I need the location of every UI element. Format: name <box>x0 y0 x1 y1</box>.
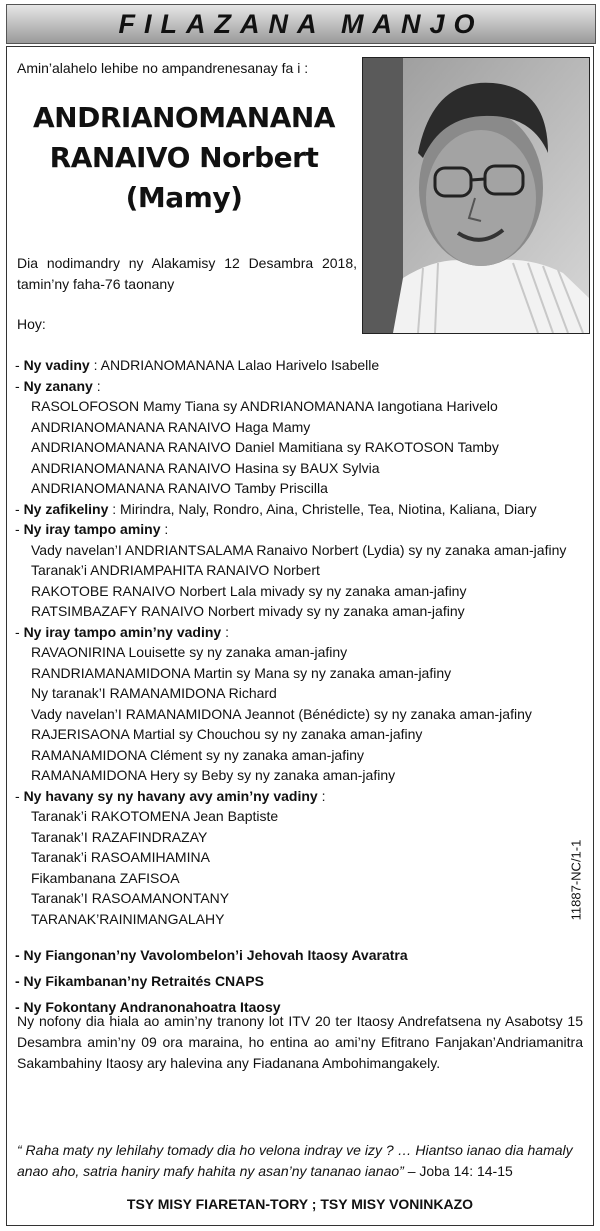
group-label: Ny vadiny <box>23 357 90 373</box>
intro-text: Amin’alahelo lehibe no ampandrenesanay fa i : <box>17 60 309 76</box>
list-item: RAVAONIRINA Louisette sy ny zanaka aman-jafiny <box>31 644 348 660</box>
funeral-paragraph: Ny nofony dia hiala ao amin’ny tranony lot ITV 20 ter Itaosy Andrefatsena ny Asabotsy 15 Desambra amin’ny 09 ora maraina, ho entina ao ami’ny Efitrano Fanjakan’Andriamanitra Sakambahiny Itaosy ary halevina any Fiadanana Ambohimangakely. <box>17 1013 583 1071</box>
name-line-3: (Mamy) <box>125 181 243 214</box>
quote-reference: – Joba 14: 14-15 <box>403 1163 513 1179</box>
group-children: - Ny zanany : RASOLOFOSON Mamy Tiana sy ANDRIANOMANANA Iangotiana Harivelo ANDRIANOMANANA RANAIVO Haga Mamy ANDRIANOMANANA RANAIVO Daniel Mamitiana sy RAKOTOSON Tamby ANDRIANOMANANA RANAIVO Hasina sy BAUX Sylvia ANDRIANOMANANA RANAIVO Tamby Priscilla <box>15 376 570 499</box>
list-item: Taranak’I RASOAMANONTANY <box>31 890 230 906</box>
list-item: Taranak’I RAZAFINDRAZAY <box>31 828 208 845</box>
portrait-photo-icon <box>363 58 589 333</box>
portrait-photo <box>362 57 590 334</box>
list-item: Vady navelan’I ANDRIANTSALAMA Ranaivo Norbert (Lydia) sy ny zanaka aman-jafiny <box>31 541 567 558</box>
group-grandchildren: - Ny zafikeliny : Mirindra, Naly, Rondro, Aina, Christelle, Tea, Niotina, Kaliana, Diary <box>15 500 537 517</box>
group-spouse: - Ny vadiny : ANDRIANOMANANA Lalao Harivelo Isabelle <box>15 357 380 373</box>
name-line-2: RANAIVO Norbert <box>49 141 319 174</box>
group-label: Ny havany sy ny havany avy amin’ny vadiny <box>23 787 318 804</box>
list-item: TARANAK’RAINIMANGALAHY <box>31 910 225 927</box>
deceased-name <box>14 98 354 218</box>
relatives-list <box>15 355 570 929</box>
org-item: - Ny Fikambanan’ny Retraités CNAPS <box>15 973 264 989</box>
group-label: Ny iray tampo aminy <box>23 521 161 537</box>
group-label: Ny zanany <box>23 377 93 394</box>
date-of-death: Dia nodimandry ny Alakamisy 12 Desambra 2018, tamin’ny faha-76 taonany <box>17 255 357 292</box>
list-item: ANDRIANOMANANA RANAIVO Tamby Priscilla <box>31 480 328 496</box>
list-item: RAKOTOBE RANAIVO Norbert Lala mivady sy ny zanaka aman-jafiny <box>31 582 467 599</box>
header-title: FILAZANA MANJO <box>118 8 484 39</box>
list-item: Ny taranak’I RAMANAMIDONA Richard <box>31 685 277 701</box>
list-item: RAMANAMIDONA Hery sy Beby sy ny zanaka aman-jafiny <box>31 767 396 783</box>
list-item: RASOLOFOSON Mamy Tiana sy ANDRIANOMANANA Iangotiana Harivelo <box>31 398 498 414</box>
list-item: Vady navelan’I RAMANAMIDONA Jeannot (Bénédicte) sy ny zanaka aman-jafiny <box>31 705 532 722</box>
list-item: ANDRIANOMANANA RANAIVO Hasina sy BAUX Sylvia <box>31 459 380 476</box>
group-spouse-siblings: - Ny iray tampo amin’ny vadiny : RAVAONIRINA Louisette sy ny zanaka aman-jafiny RANDRIAMANAMIDONA Martin sy Mana sy ny zanaka aman-jafiny Ny taranak’I RAMANAMIDONA Richard Vady navelan’I RAMANAMIDONA Jeannot (Bénédicte) sy ny zanaka aman-jafiny RAJERISAONA Martial sy Chouchou sy ny zanaka aman-jafiny RAMANAMIDONA Clément sy ny zanaka aman-jafiny RAMANAMIDONA Hery sy Beby sy ny zanaka aman-jafiny <box>15 622 570 786</box>
list-item: Taranak’i RASOAMIHAMINA <box>31 849 210 865</box>
reference-code: 11887-NC/1-1 <box>568 839 584 921</box>
list-item: RAJERISAONA Martial sy Chouchou sy ny zanaka aman-jafiny <box>31 726 423 742</box>
bible-quote <box>17 1140 583 1182</box>
name-line-1: ANDRIANOMANANA <box>33 101 335 134</box>
list-item: Taranak’i RAKOTOMENA Jean Baptiste <box>31 808 279 824</box>
list-item: Fikambanana ZAFISOA <box>31 869 180 886</box>
org-item: - Ny Fiangonan’ny Vavolombelon’i Jehovah Itaosy Avaratra <box>15 947 408 963</box>
list-item: ANDRIANOMANANA RANAIVO Haga Mamy <box>31 418 311 435</box>
quote-text: “ Raha maty ny lehilahy tomady dia ho velona indray ve izy ? … Hiantso ianao dia hamaly anao aho, satria haniry mafy hahita ny asan’ny tananao ianao” <box>17 1142 573 1179</box>
hoy-label: Hoy: <box>17 316 46 332</box>
group-relatives: - Ny havany sy ny havany avy amin’ny vadiny : Taranak’i RAKOTOMENA Jean Baptiste Taranak’I RAZAFINDRAZAY Taranak’i RASOAMIHAMINA Fikambanana ZAFISOA Taranak’I RASOAMANONTANY TARANAK’RAINIMANGALAHY <box>15 786 570 930</box>
list-item: Taranak’i ANDRIAMPAHITA RANAIVO Norbert <box>31 562 320 578</box>
group-label: Ny iray tampo amin’ny vadiny <box>23 623 222 640</box>
group-siblings: - Ny iray tampo aminy : Vady navelan’I ANDRIANTSALAMA Ranaivo Norbert (Lydia) sy ny zanaka aman-jafiny Taranak’i ANDRIAMPAHITA RANAIVO Norbert RAKOTOBE RANAIVO Norbert Lala mivady sy ny zanaka aman-jafiny RATSIMBAZAFY RANAIVO Norbert mivady sy ny zanaka aman-jafiny <box>15 519 570 622</box>
header-banner <box>6 4 596 44</box>
list-item: RATSIMBAZAFY RANAIVO Norbert mivady sy ny zanaka aman-jafiny <box>31 603 465 619</box>
list-item: ANDRIANOMANANA RANAIVO Daniel Mamitiana sy RAKOTOSON Tamby <box>31 439 499 455</box>
footer-note: TSY MISY FIARETAN-TORY ; TSY MISY VONINKAZO <box>126 1196 474 1212</box>
list-item: RAMANAMIDONA Clément sy ny zanaka aman-jafiny <box>31 746 364 763</box>
org-item: - Ny Fokontany Andranonahoatra Itaosy <box>15 999 281 1015</box>
list-item: RANDRIAMANAMIDONA Martin sy Mana sy ny zanaka aman-jafiny <box>31 664 452 681</box>
group-label: Ny zafikeliny <box>23 500 109 517</box>
